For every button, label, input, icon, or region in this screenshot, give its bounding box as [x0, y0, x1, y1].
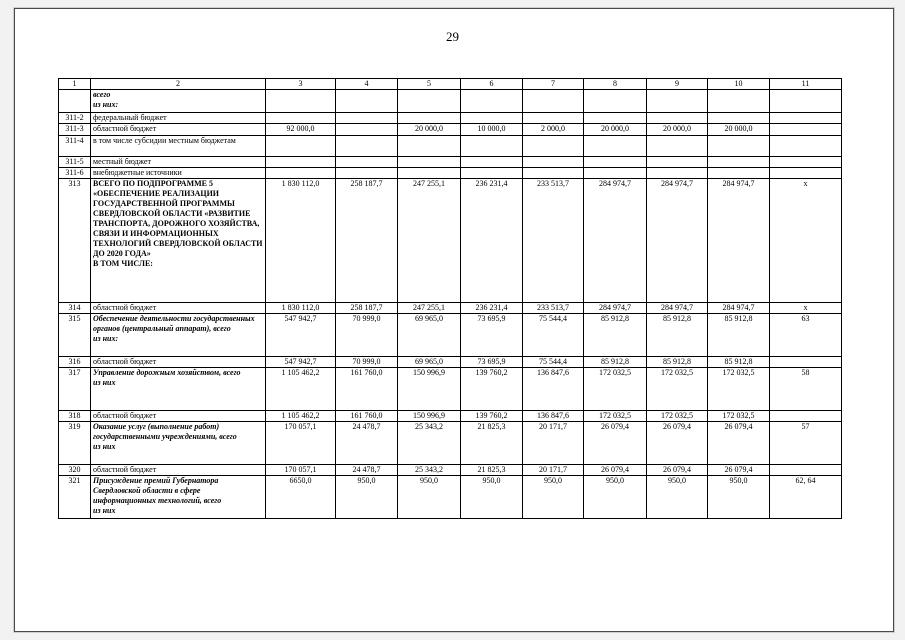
value-cell: 69 965,0	[398, 357, 461, 368]
row-name: федеральный бюджет	[91, 113, 266, 124]
value-cell: 172 032,5	[708, 368, 770, 411]
value-cell: 21 825,3	[461, 465, 523, 476]
value-cell: 136 847,6	[523, 368, 584, 411]
column-header: 3	[266, 79, 336, 90]
value-cell	[398, 157, 461, 168]
row-name: областной бюджет	[91, 357, 266, 368]
value-cell: 172 032,5	[584, 368, 647, 411]
row-number: 320	[59, 465, 91, 476]
column-header: 2	[91, 79, 266, 90]
value-cell	[584, 157, 647, 168]
target-indicator-cell: 58	[770, 368, 842, 411]
row-number: 311-5	[59, 157, 91, 168]
value-cell: 10 000,0	[461, 124, 523, 136]
table-row	[59, 113, 842, 124]
value-cell: 547 942,7	[266, 357, 336, 368]
value-cell	[523, 168, 584, 179]
value-cell	[336, 113, 398, 124]
table-row	[59, 90, 842, 113]
table-row	[59, 168, 842, 179]
target-indicator-cell	[770, 113, 842, 124]
value-cell: 136 847,6	[523, 411, 584, 422]
value-cell	[523, 113, 584, 124]
value-cell: 75 544,4	[523, 314, 584, 357]
value-cell	[647, 90, 708, 113]
value-cell: 284 974,7	[584, 303, 647, 314]
row-number: 319	[59, 422, 91, 465]
value-cell: 172 032,5	[708, 411, 770, 422]
value-cell: 247 255,1	[398, 179, 461, 303]
value-cell: 26 079,4	[647, 422, 708, 465]
value-cell: 170 057,1	[266, 465, 336, 476]
value-cell: 1 105 462,2	[266, 411, 336, 422]
target-indicator-cell: 63	[770, 314, 842, 357]
value-cell: 2 000,0	[523, 124, 584, 136]
value-cell	[647, 157, 708, 168]
value-cell: 26 079,4	[708, 465, 770, 476]
row-name: областной бюджет	[91, 465, 266, 476]
value-cell	[266, 136, 336, 157]
target-indicator-cell	[770, 357, 842, 368]
target-indicator-cell	[770, 168, 842, 179]
value-cell: 236 231,4	[461, 303, 523, 314]
target-indicator-cell: х	[770, 179, 842, 303]
value-cell	[336, 168, 398, 179]
value-cell: 1 830 112,0	[266, 179, 336, 303]
row-number: 311-6	[59, 168, 91, 179]
value-cell: 247 255,1	[398, 303, 461, 314]
table-row	[59, 124, 842, 136]
row-name: всего из них:	[91, 90, 266, 113]
target-indicator-cell	[770, 465, 842, 476]
row-number: 311-4	[59, 136, 91, 157]
value-cell	[584, 90, 647, 113]
value-cell: 85 912,8	[708, 357, 770, 368]
value-cell: 73 695,9	[461, 357, 523, 368]
value-cell: 20 000,0	[708, 124, 770, 136]
row-number: 315	[59, 314, 91, 357]
value-cell: 20 000,0	[398, 124, 461, 136]
row-name: внебюджетные источники	[91, 168, 266, 179]
row-number: 316	[59, 357, 91, 368]
value-cell: 26 079,4	[708, 422, 770, 465]
value-cell	[708, 136, 770, 157]
value-cell: 284 974,7	[647, 179, 708, 303]
value-cell	[708, 90, 770, 113]
value-cell	[461, 113, 523, 124]
value-cell: 172 032,5	[647, 368, 708, 411]
value-cell: 284 974,7	[647, 303, 708, 314]
value-cell	[523, 90, 584, 113]
budget-table	[58, 78, 842, 519]
value-cell	[461, 136, 523, 157]
row-number: 318	[59, 411, 91, 422]
value-cell	[336, 136, 398, 157]
value-cell: 950,0	[584, 476, 647, 519]
value-cell: 139 760,2	[461, 411, 523, 422]
value-cell	[708, 168, 770, 179]
value-cell: 26 079,4	[647, 465, 708, 476]
value-cell: 73 695,9	[461, 314, 523, 357]
row-number: 321	[59, 476, 91, 519]
target-indicator-cell	[770, 411, 842, 422]
value-cell: 1 830 112,0	[266, 303, 336, 314]
value-cell: 172 032,5	[647, 411, 708, 422]
value-cell	[266, 90, 336, 113]
target-indicator-cell: 62, 64	[770, 476, 842, 519]
value-cell: 950,0	[398, 476, 461, 519]
value-cell: 950,0	[336, 476, 398, 519]
row-number	[59, 90, 91, 113]
value-cell: 172 032,5	[584, 411, 647, 422]
value-cell	[336, 157, 398, 168]
table-row	[59, 303, 842, 314]
target-indicator-cell: х	[770, 303, 842, 314]
value-cell: 161 760,0	[336, 411, 398, 422]
value-cell: 25 343,2	[398, 422, 461, 465]
target-indicator-cell	[770, 124, 842, 136]
value-cell: 25 343,2	[398, 465, 461, 476]
value-cell: 85 912,8	[647, 314, 708, 357]
column-header: 5	[398, 79, 461, 90]
row-name: областной бюджет	[91, 303, 266, 314]
column-header: 11	[770, 79, 842, 90]
value-cell: 75 544,4	[523, 357, 584, 368]
value-cell	[398, 113, 461, 124]
row-number: 314	[59, 303, 91, 314]
header-row	[59, 79, 842, 90]
value-cell: 547 942,7	[266, 314, 336, 357]
value-cell: 24 478,7	[336, 465, 398, 476]
value-cell: 950,0	[708, 476, 770, 519]
value-cell: 26 079,4	[584, 422, 647, 465]
value-cell: 284 974,7	[708, 179, 770, 303]
value-cell: 236 231,4	[461, 179, 523, 303]
value-cell: 950,0	[523, 476, 584, 519]
row-name: ВСЕГО ПО ПОДПРОГРАММЕ 5 «ОБЕСПЕЧЕНИЕ РЕАЛИЗАЦИИ ГОСУДАРСТВЕННОЙ ПРОГРАММЫ СВЕРДЛОВСКОЙ ОБЛАСТИ «РАЗВИТИЕ ТРАНСПОРТА, ДОРОЖНОГО ХОЗЯЙСТВА, СВЯЗИ И ИНФОРМАЦИОННЫХ ТЕХНОЛОГИЙ СВЕРДЛОВСКОЙ ОБЛАСТИ ДО 2020 ГОДА» В ТОМ ЧИСЛЕ:	[91, 179, 266, 303]
value-cell	[398, 136, 461, 157]
table-row	[59, 136, 842, 157]
target-indicator-cell	[770, 90, 842, 113]
value-cell	[461, 90, 523, 113]
column-header: 1	[59, 79, 91, 90]
value-cell: 24 478,7	[336, 422, 398, 465]
value-cell	[647, 168, 708, 179]
row-name: местный бюджет	[91, 157, 266, 168]
row-name: Оказание услуг (выполнение работ) государственными учреждениями, всего из них	[91, 422, 266, 465]
table-row	[59, 422, 842, 465]
value-cell: 139 760,2	[461, 368, 523, 411]
row-name: областной бюджет	[91, 124, 266, 136]
value-cell	[523, 136, 584, 157]
value-cell	[584, 113, 647, 124]
value-cell: 20 171,7	[523, 422, 584, 465]
value-cell: 92 000,0	[266, 124, 336, 136]
target-indicator-cell: 57	[770, 422, 842, 465]
value-cell: 70 999,0	[336, 357, 398, 368]
table-row	[59, 179, 842, 303]
table-row	[59, 357, 842, 368]
column-header: 4	[336, 79, 398, 90]
value-cell	[266, 113, 336, 124]
value-cell: 70 999,0	[336, 314, 398, 357]
value-cell	[523, 157, 584, 168]
row-name: областной бюджет	[91, 411, 266, 422]
value-cell	[708, 113, 770, 124]
value-cell: 284 974,7	[584, 179, 647, 303]
value-cell	[708, 157, 770, 168]
target-indicator-cell	[770, 157, 842, 168]
value-cell	[336, 124, 398, 136]
value-cell: 1 105 462,2	[266, 368, 336, 411]
target-indicator-cell	[770, 136, 842, 157]
table-row	[59, 476, 842, 519]
row-name: Присуждение премий Губернатора Свердловской области в сфере информационных технологий, всего из них	[91, 476, 266, 519]
value-cell: 284 974,7	[708, 303, 770, 314]
table-row	[59, 411, 842, 422]
value-cell	[647, 113, 708, 124]
value-cell: 950,0	[647, 476, 708, 519]
value-cell: 85 912,8	[584, 314, 647, 357]
row-number: 317	[59, 368, 91, 411]
value-cell: 26 079,4	[584, 465, 647, 476]
row-name: Обеспечение деятельности государственных органов (центральный аппарат), всего из них:	[91, 314, 266, 357]
value-cell: 233 513,7	[523, 179, 584, 303]
value-cell	[398, 168, 461, 179]
value-cell	[461, 168, 523, 179]
value-cell: 20 171,7	[523, 465, 584, 476]
value-cell: 69 965,0	[398, 314, 461, 357]
column-header: 9	[647, 79, 708, 90]
value-cell: 6650,0	[266, 476, 336, 519]
row-number: 311-3	[59, 124, 91, 136]
value-cell	[461, 157, 523, 168]
page-number: 29	[446, 29, 459, 44]
value-cell: 85 912,8	[647, 357, 708, 368]
value-cell	[398, 90, 461, 113]
value-cell	[266, 168, 336, 179]
value-cell: 21 825,3	[461, 422, 523, 465]
value-cell: 150 996,9	[398, 368, 461, 411]
column-header: 6	[461, 79, 523, 90]
row-number: 313	[59, 179, 91, 303]
value-cell: 161 760,0	[336, 368, 398, 411]
table-row	[59, 314, 842, 357]
value-cell: 85 912,8	[708, 314, 770, 357]
table-row	[59, 368, 842, 411]
value-cell: 233 513,7	[523, 303, 584, 314]
table-row	[59, 157, 842, 168]
row-name: Управление дорожным хозяйством, всего из них	[91, 368, 266, 411]
value-cell: 258 187,7	[336, 179, 398, 303]
column-header: 7	[523, 79, 584, 90]
row-number: 311-2	[59, 113, 91, 124]
column-header: 10	[708, 79, 770, 90]
value-cell	[584, 136, 647, 157]
value-cell: 258 187,7	[336, 303, 398, 314]
value-cell: 20 000,0	[584, 124, 647, 136]
value-cell: 170 057,1	[266, 422, 336, 465]
table-row	[59, 465, 842, 476]
value-cell: 150 996,9	[398, 411, 461, 422]
value-cell	[266, 157, 336, 168]
value-cell: 950,0	[461, 476, 523, 519]
value-cell: 85 912,8	[584, 357, 647, 368]
value-cell: 20 000,0	[647, 124, 708, 136]
column-header: 8	[584, 79, 647, 90]
row-name: в том числе субсидии местным бюджетам	[91, 136, 266, 157]
value-cell	[336, 90, 398, 113]
value-cell	[647, 136, 708, 157]
value-cell	[584, 168, 647, 179]
